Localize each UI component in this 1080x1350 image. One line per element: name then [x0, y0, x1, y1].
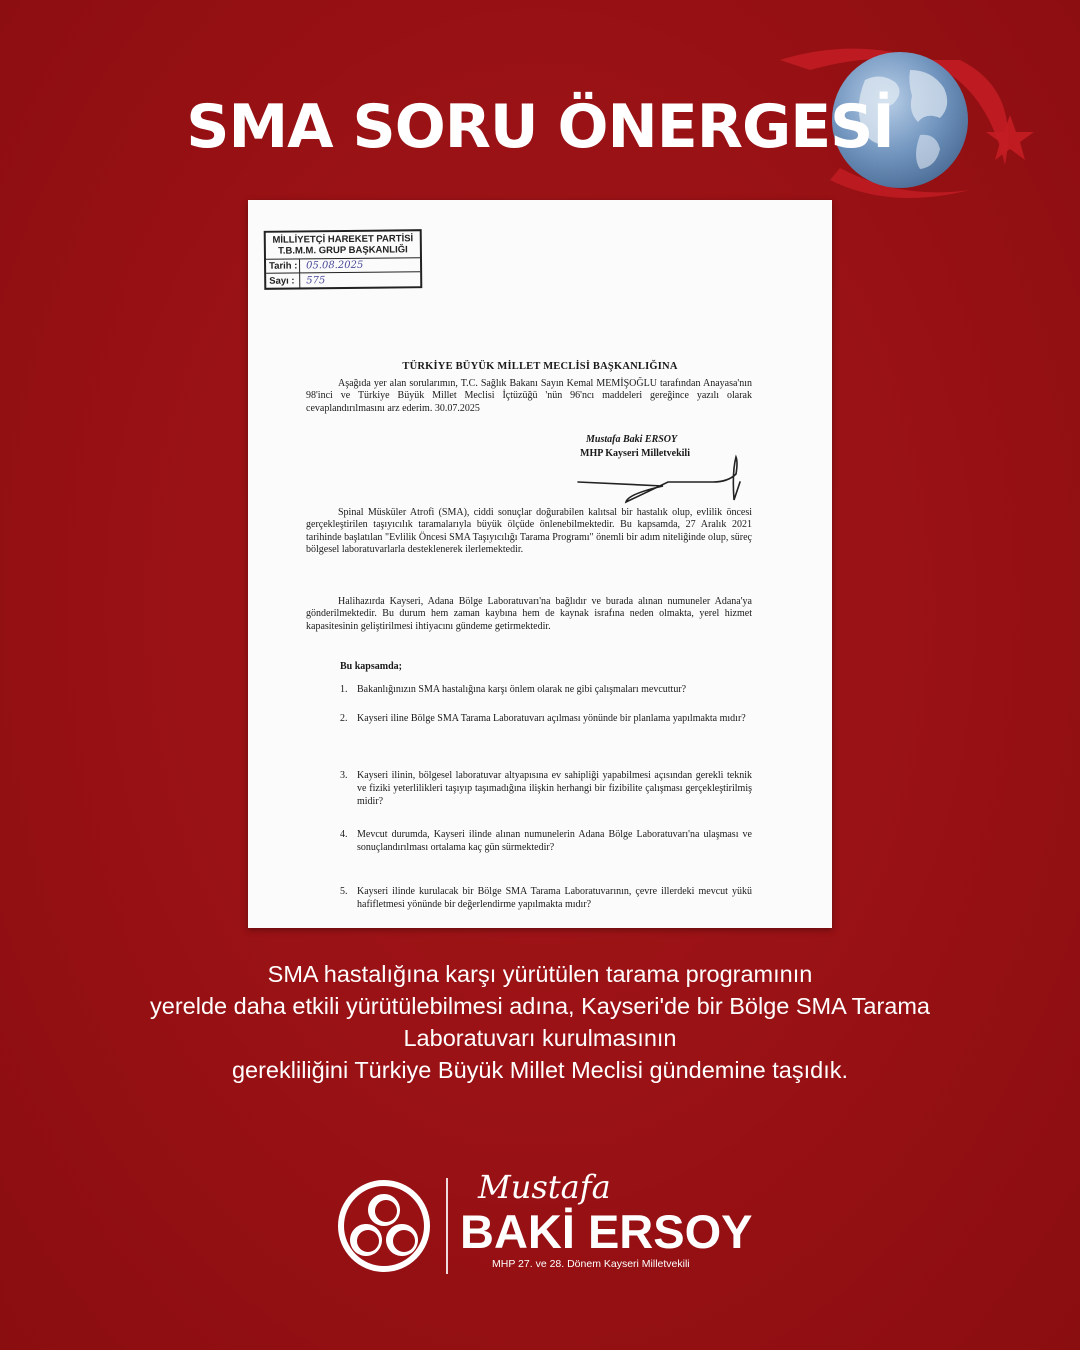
intro-paragraph: Aşağıda yer alan sorularımın, T.C. Sağlık Bakanı Sayın Kemal MEMİŞOĞLU tarafından Anayasa'nın 98'inci ve Türkiye Büyük Millet Meclisi İçtüzüğü 'nün 96'ncı maddeleri gereğince yazılı olarak cevaplandırılmasını arz ederim. 30.07.2025 [306, 378, 752, 414]
caption-line-4: gerekliliğini Türkiye Büyük Millet Meclisi gündemine taşıdık. [231, 1057, 849, 1083]
stamp-date-label: Tarih : [266, 259, 300, 272]
document-heading: TÜRKİYE BÜYÜK MİLLET MECLİSİ BAŞKANLIĞINA [402, 361, 678, 372]
headline: SMA SORU ÖNERGESİ [186, 92, 894, 162]
question-number: 5. [340, 886, 348, 897]
questions-intro: Bu kapsamda; [340, 661, 402, 672]
stamp-number-label: Sayı : [266, 273, 300, 287]
paragraph-1: Spinal Müsküler Atrofi (SMA), ciddi sonuçlar doğurabilen kalıtsal bir hastalık olup, evlilik öncesi gerçekleştirilen taşıyıcılık taramalarıyla büyük ölçüde önlenebilmektedir. Bu kapsamda, 27 Aralık 2021 tarihinde başlatılan "Evlilik Öncesi SMA Taşıyıcılığı Tarama Programı" önemli bir adım niteliğinde olup, süreç bölgesel laboratuvarlarla desteklenerek ilerlemektedir. [306, 507, 752, 556]
handwritten-signature [568, 452, 748, 512]
paragraph-2: Halihazırda Kayseri, Adana Bölge Laboratuvarı'na bağlıdır ve burada alınan numuneler Adana'ya gönderilmektedir. Bu durum hem zaman kaybına hem de kaynak israfına neden olmakta, yerel hizmet kapasitesinin geliştirilmesi ihtiyacını gündeme getirmektedir. [306, 596, 752, 632]
signer-title: MHP Kayseri Milletvekili [580, 448, 690, 459]
stamp-date-value: 05.08.2025 [306, 259, 364, 272]
question-text: Kayseri iline Bölge SMA Tarama Laboratuvarı açılması yönünde bir planlama yapılmakta mıdır? [357, 713, 746, 724]
question-item [340, 713, 752, 726]
question-number: 2. [340, 713, 348, 724]
question-item [340, 886, 752, 912]
stamp-number-value: 575 [306, 274, 326, 286]
footer-name: BAKİ ERSOY [460, 1205, 753, 1258]
stamp-title-line1: MİLLİYETÇİ HAREKET PARTİSİ [272, 233, 414, 246]
question-text: Bakanlığınızın SMA hastalığına karşı önlem olarak ne gibi çalışmaları mevcuttur? [357, 684, 687, 695]
caption-line-3: Laboratuvarı kurulmasının [403, 1025, 677, 1051]
footer-script-name: Mustafa [478, 1168, 611, 1206]
question-number: 3. [340, 770, 348, 781]
footer-subtitle: MHP 27. ve 28. Dönem Kayseri Milletvekili [492, 1258, 690, 1270]
question-item [340, 770, 752, 808]
question-text: Kayseri ilinin, bölgesel laboratuvar altyapısına ev sahipliği yapabilmesi açısından gerekli teknik ve fiziki yeterlilikleri taşıyıp taşımadığına ilişkin herhangi bir fizibilite çalışması gerçekleştirilmiş midir? [357, 770, 752, 807]
caption-line-2: yerelde daha etkili yürütülebilmesi adına, Kayseri'de bir Bölge SMA Tarama [150, 993, 930, 1019]
question-text: Mevcut durumda, Kayseri ilinde alınan numunelerin Adana Bölge Laboratuvarı'na ulaşması ve sonuçlandırılması ortalama kaç gün sürmektedir? [357, 829, 752, 853]
document-scan [248, 200, 832, 928]
question-item [340, 829, 752, 855]
signer-name: Mustafa Baki ERSOY [586, 434, 678, 445]
stamp-number-row [266, 272, 420, 288]
caption [60, 958, 1020, 1086]
three-crescents-emblem-icon [336, 1178, 432, 1274]
question-number: 1. [340, 684, 348, 695]
question-number: 4. [340, 829, 348, 840]
stamp-title-line2: T.B.M.M. GRUP BAŞKANLIĞI [278, 244, 408, 257]
question-text: Kayseri ilinde kurulacak bir Bölge SMA Tarama Laboratuvarının, çevre illerdeki mevcut yükü hafifletmesi yönünde bir değerlendirme yapılmakta mıdır? [357, 886, 752, 910]
question-item [340, 684, 752, 697]
registry-stamp [264, 229, 423, 290]
logo-divider [446, 1178, 448, 1274]
stamp-title [266, 231, 420, 260]
caption-line-1: SMA hastalığına karşı yürütülen tarama programının [267, 961, 813, 987]
